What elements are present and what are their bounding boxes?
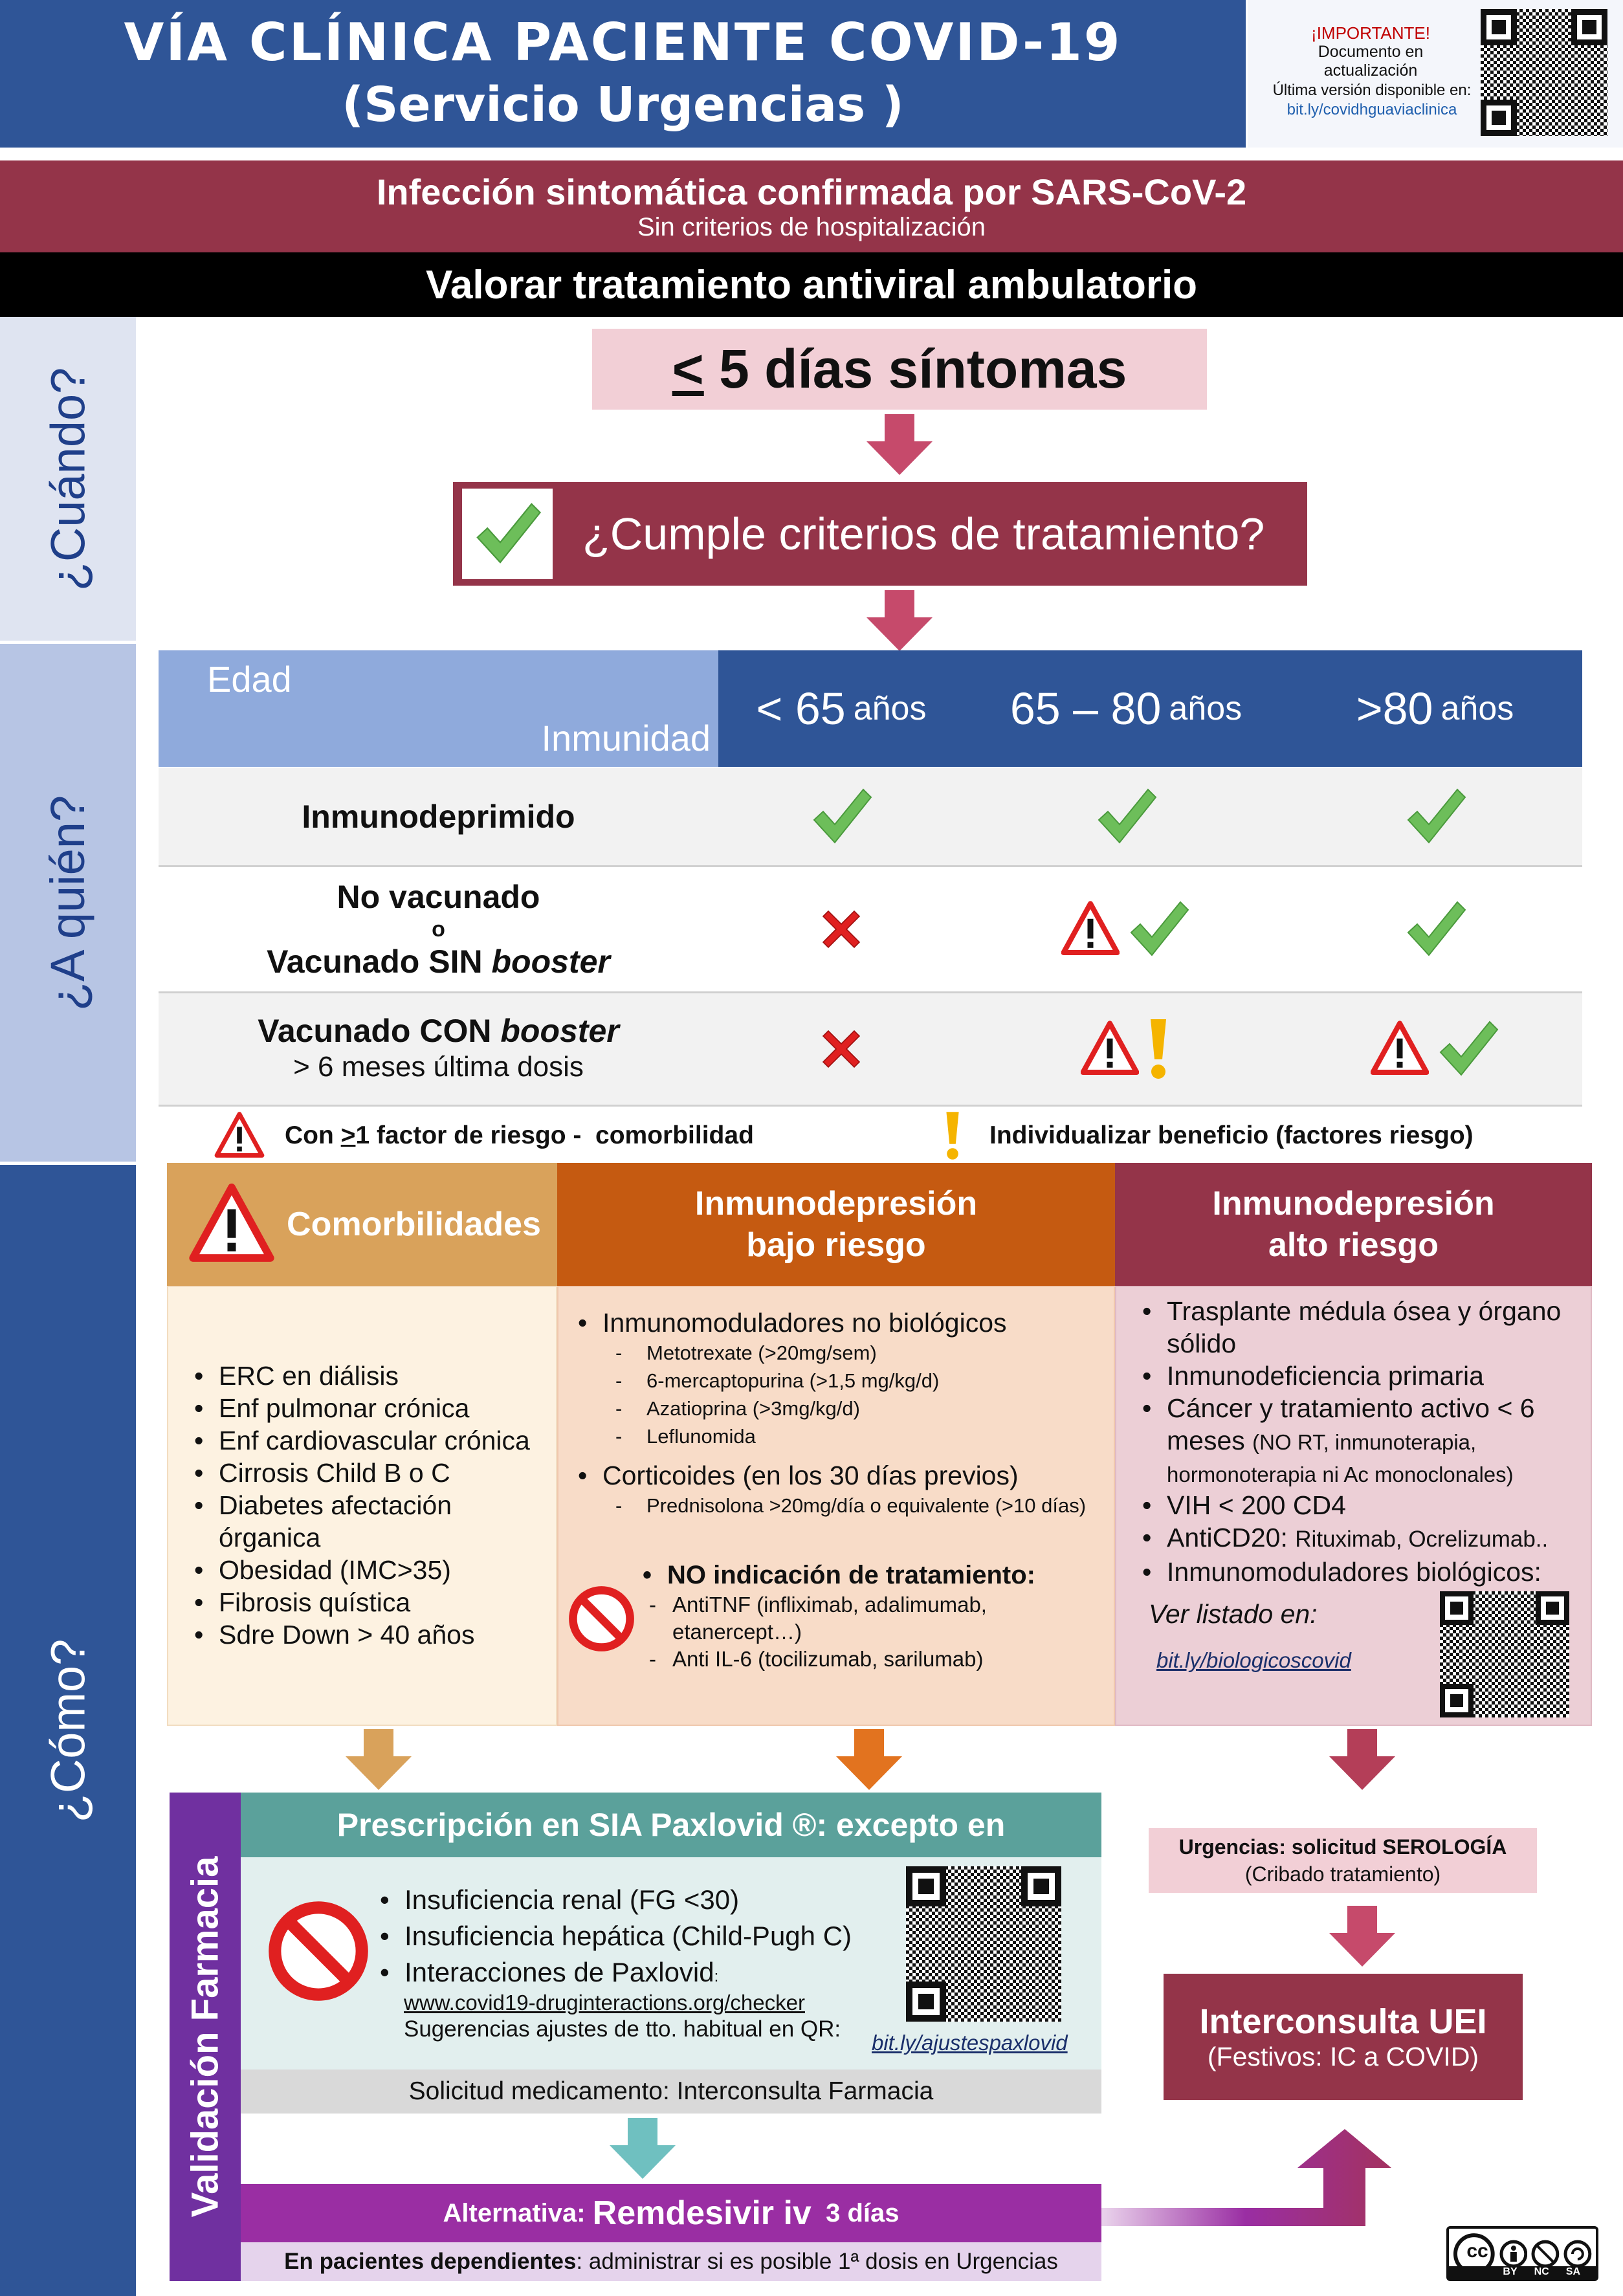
table-row — [159, 768, 1582, 867]
cell-65-80 — [964, 993, 1288, 1105]
qr-code-icon — [906, 1866, 1061, 2022]
sub-list-item: - Leflunomida — [615, 1422, 1109, 1450]
immunity-label: Inmunidad — [541, 718, 711, 758]
list-item-text: Interacciones de Paxlovid — [404, 1957, 714, 1987]
cross-icon — [815, 903, 867, 955]
age-col-65-80-value: 65 – 80 — [1010, 683, 1162, 734]
latest-version-link[interactable]: bit.ly/covidhguaviaclinica — [1286, 101, 1457, 118]
list-item-note: (NO RT, inmunoterapia, hormonoterapia ni Ac monoclonales) — [1167, 1430, 1514, 1486]
warning-icon — [183, 1182, 280, 1266]
uei-consult-title: Interconsulta UEI — [1199, 2002, 1487, 2041]
biologics-link[interactable]: bit.ly/biologicoscovid — [1156, 1648, 1351, 1672]
remdesivir-days: 3 días — [811, 2198, 900, 2227]
warning-icon — [214, 1111, 265, 1160]
side-label-when — [0, 317, 136, 641]
dependent-rest: : administrar si es posible 1ª dosis en Urgencias — [576, 2249, 1058, 2274]
cc-terms — [1449, 2266, 1596, 2279]
serology-bold: Urgencias: solicitud SEROLOGÍA — [1178, 1835, 1507, 1859]
paxlovid-header: Prescripción en SIA Paxlovid ®: excepto en — [241, 1793, 1101, 1857]
side-label-how — [0, 1165, 136, 2296]
list-item-note: Rituximab, Ocrelizumab.. — [1295, 1527, 1549, 1552]
check-icon — [809, 784, 874, 849]
row-label-italic: booster — [491, 944, 610, 980]
title-line2: (Servicio Urgencias ) — [342, 77, 904, 133]
age-col-under-65-value: < 65 — [756, 683, 846, 734]
list-item-text: Inmunomoduladores no biológicos — [602, 1308, 1007, 1338]
sub-list-item: - AntiTNF (infliximab, adalimumab, etanercept…) — [649, 1591, 1109, 1646]
age-columns-header — [718, 650, 1582, 767]
cell-over-80 — [1288, 768, 1582, 865]
sub-list-item: - 6-mercaptopurina (>1,5 mg/kg/d) — [615, 1367, 1109, 1395]
cell-under-65 — [718, 993, 964, 1105]
warning-icon — [1081, 1020, 1139, 1078]
list-item — [380, 1954, 872, 1995]
check-icon — [472, 498, 543, 569]
age-col-unit: años — [1441, 690, 1514, 727]
side-label-when-text: ¿Cuándo? — [41, 367, 95, 591]
row-label-sub: > 6 meses última dosis — [293, 1051, 584, 1083]
cell-under-65 — [718, 867, 964, 991]
days-symptoms-box — [592, 329, 1207, 410]
no-indication-block — [643, 1559, 1109, 1673]
age-label: Edad — [207, 659, 292, 700]
comorbidities-list — [194, 1360, 544, 1651]
nc-icon — [1531, 2240, 1560, 2268]
row-label-italic: booster — [500, 1013, 619, 1049]
list-item: • Trasplante médula ósea y órgano sólido — [1142, 1295, 1582, 1360]
legend-individualize-text: Individualizar beneficio (factores riesgo) — [989, 1121, 1474, 1149]
comorbidities-body — [167, 1286, 557, 1726]
check-icon — [1403, 784, 1468, 849]
row-label-text: Inmunodeprimido — [302, 799, 575, 835]
cc-sa: SA — [1565, 2266, 1580, 2277]
days-symptoms-text: 5 días síntomas — [703, 338, 1127, 399]
check-icon — [1126, 897, 1191, 962]
less-equal-symbol: < — [672, 338, 704, 399]
sub-list-item: - Anti IL-6 (tocilizumab, sarilumab) — [649, 1646, 1109, 1673]
sa-icon — [1563, 2240, 1592, 2268]
legend-risk — [214, 1110, 925, 1162]
list-item: • ERC en diálisis — [194, 1360, 544, 1392]
age-col-65-80 — [964, 650, 1288, 767]
serology-rest: (Cribado tratamiento) — [1244, 1862, 1441, 1886]
age-col-unit: años — [1169, 690, 1242, 727]
check-icon — [1403, 897, 1468, 962]
sub-list-item: - Prednisolona >20mg/día o equivalente (>10 días) — [615, 1492, 1109, 1519]
prohibited-icon — [568, 1585, 635, 1653]
infection-banner — [0, 160, 1623, 252]
pharmacy-request: Solicitud medicamento: Interconsulta Farmacia — [241, 2070, 1101, 2114]
criteria-question: ¿Cumple criterios de tratamiento? — [582, 509, 1265, 559]
criteria-box — [453, 482, 1307, 586]
warning-icon — [1061, 900, 1120, 958]
cross-icon — [815, 1023, 867, 1075]
list-item — [578, 1307, 1109, 1450]
comorbidities-header — [167, 1163, 557, 1286]
age-col-over-80 — [1288, 650, 1582, 767]
infection-title: Infección sintomática confirmada por SARS-CoV-2 — [376, 171, 1247, 212]
age-col-over-80-value: >80 — [1356, 683, 1433, 734]
list-item: • Enf pulmonar crónica — [194, 1392, 544, 1424]
cc-license-badge — [1446, 2226, 1598, 2281]
side-label-who — [0, 644, 136, 1162]
remdesivir-drug: Remdesivir iv — [592, 2194, 812, 2232]
exclamation-icon — [942, 1110, 964, 1162]
list-item: • Cirrosis Child B o C — [194, 1457, 544, 1489]
list-item — [1142, 1521, 1582, 1556]
high-risk-title-line1: Inmunodepresión — [1212, 1185, 1495, 1222]
table-row — [159, 867, 1582, 993]
assess-banner: Valorar tratamiento antiviral ambulatorio — [0, 252, 1623, 317]
legend-risk-post: 1 factor de riesgo - comorbilidad — [355, 1121, 754, 1149]
arrow-down-icon — [1327, 1729, 1398, 1791]
side-label-how-text: ¿Cómo? — [41, 1639, 95, 1822]
by-icon — [1499, 2240, 1528, 2268]
paxlovid-body — [241, 1857, 1101, 2070]
comorbidities-title: Comorbilidades — [287, 1206, 541, 1243]
row-label-or: o — [432, 917, 445, 942]
legend-risk-pre: Con — [285, 1121, 341, 1149]
list-item: • VIH < 200 CD4 — [1142, 1489, 1582, 1521]
high-risk-list — [1142, 1295, 1582, 1588]
row-label-vaccinated-booster — [159, 993, 718, 1105]
cc-text: cc — [1466, 2240, 1488, 2262]
criteria-check-frame — [462, 489, 553, 579]
remdesivir-box — [241, 2184, 1101, 2242]
low-risk-title-line1: Inmunodepresión — [694, 1185, 978, 1222]
list-item-text: Cáncer y tratamiento activo < 6 meses — [1167, 1393, 1535, 1455]
list-item: • Insuficiencia hepática (Child-Pugh C) — [380, 1918, 872, 1954]
row-label-text: Vacunado SIN — [267, 944, 492, 980]
pharmacy-validation-text: Validación Farmacia — [184, 1856, 226, 2218]
paxlovid-qr-link[interactable]: bit.ly/ajustespaxlovid — [872, 2031, 1068, 2055]
dependent-bold: En pacientes dependientes — [284, 2249, 577, 2274]
important-label: ¡IMPORTANTE! — [1311, 23, 1430, 43]
row-label-not-vaccinated — [159, 867, 718, 991]
list-item: • Insuficiencia renal (FG <30) — [380, 1882, 872, 1918]
sub-list — [649, 1591, 1109, 1673]
cc-nc: NC — [1534, 2266, 1549, 2277]
row-label-text: Vacunado CON — [258, 1013, 501, 1049]
see-list-label: Ver listado en: — [1149, 1599, 1318, 1629]
low-risk-list — [578, 1307, 1109, 1519]
pharmacy-validation-label — [170, 1793, 241, 2281]
legend-risk-ge: > — [340, 1121, 356, 1149]
check-icon — [1435, 1017, 1500, 1081]
no-indication-list — [643, 1559, 1109, 1591]
exclamation-icon — [1145, 1017, 1171, 1081]
no-criteria-subtitle: Sin criterios de hospitalización — [637, 213, 986, 241]
interactions-link[interactable]: www.covid19-druginteractions.org/checker — [404, 1991, 805, 2015]
warning-icon — [1371, 1020, 1429, 1078]
qr-code-icon — [1481, 9, 1607, 136]
cell-65-80 — [964, 867, 1288, 991]
update-note — [1248, 0, 1623, 148]
sub-list-item: - Metotrexate (>20mg/sem) — [615, 1339, 1109, 1367]
sub-list-item: - Azatioprina (>3mg/kg/d) — [615, 1395, 1109, 1422]
legend-individualize — [942, 1110, 1589, 1162]
age-col-under-65 — [718, 650, 964, 767]
connector-arrow-icon — [1100, 2129, 1463, 2233]
high-risk-body — [1115, 1286, 1592, 1726]
age-col-unit: años — [853, 690, 927, 727]
row-label-immunosuppressed — [159, 768, 718, 865]
qr-code-icon — [1440, 1591, 1569, 1717]
list-item: • Inmunodeficiencia primaria — [1142, 1360, 1582, 1392]
cell-under-65 — [718, 768, 964, 865]
title-line1: VÍA CLÍNICA PACIENTE COVID-19 — [124, 12, 1122, 72]
updating-label: Documento en actualización — [1318, 43, 1424, 80]
list-item: • Inmunomoduladores biológicos: — [1142, 1556, 1582, 1588]
arrow-down-icon — [864, 414, 935, 476]
arrow-down-icon — [864, 590, 935, 652]
list-item — [1142, 1392, 1582, 1489]
list-item-text: Corticoides (en los 30 días previos) — [602, 1461, 1019, 1490]
header-title-block — [0, 0, 1246, 148]
list-item — [578, 1459, 1109, 1519]
cell-over-80 — [1288, 867, 1582, 991]
high-risk-title-line2: alto riesgo — [1268, 1226, 1439, 1264]
suggestions-text: Sugerencias ajustes de tto. habitual en QR: — [404, 2016, 841, 2042]
remdesivir-prefix: Alternativa: — [443, 2198, 593, 2227]
arrow-down-icon — [607, 2118, 678, 2180]
table-corner-header — [159, 650, 718, 767]
low-risk-title-line2: bajo riesgo — [746, 1226, 926, 1264]
check-icon — [1094, 784, 1158, 849]
arrow-down-icon — [834, 1729, 905, 1791]
cell-65-80 — [964, 768, 1288, 865]
list-item: • Fibrosis quística — [194, 1586, 544, 1618]
arrow-down-icon — [1327, 1906, 1398, 1968]
table-row — [159, 993, 1582, 1107]
list-item-colon: : — [714, 1968, 719, 1985]
row-label-text: No vacunado — [337, 879, 540, 915]
side-label-who-text: ¿A quién? — [41, 795, 95, 1011]
high-risk-header — [1115, 1163, 1592, 1286]
low-risk-body — [557, 1286, 1115, 1726]
low-risk-header — [557, 1163, 1115, 1286]
arrow-down-icon — [343, 1729, 414, 1791]
uei-consult-box — [1164, 1974, 1523, 2100]
uei-consult-sub: (Festivos: IC a COVID) — [1207, 2042, 1479, 2071]
list-item: • Obesidad (IMC>35) — [194, 1554, 544, 1586]
cc-by: BY — [1503, 2266, 1518, 2277]
list-item-text: AntiCD20: — [1167, 1523, 1288, 1552]
dependent-patients-note — [241, 2242, 1101, 2281]
list-item: • Sdre Down > 40 años — [194, 1618, 544, 1651]
latest-version-label: Última versión disponible en: — [1272, 82, 1472, 99]
list-item: • NO indicación de tratamiento: — [643, 1559, 1109, 1591]
serology-request — [1149, 1828, 1537, 1893]
paxlovid-exceptions-list — [380, 1882, 872, 1995]
cell-over-80 — [1288, 993, 1582, 1105]
sub-list — [615, 1339, 1109, 1450]
list-item: • Enf cardiovascular crónica — [194, 1424, 544, 1457]
prohibited-icon — [267, 1899, 370, 2003]
sub-list — [615, 1492, 1109, 1519]
list-item: • Diabetes afectación órganica — [194, 1489, 478, 1554]
